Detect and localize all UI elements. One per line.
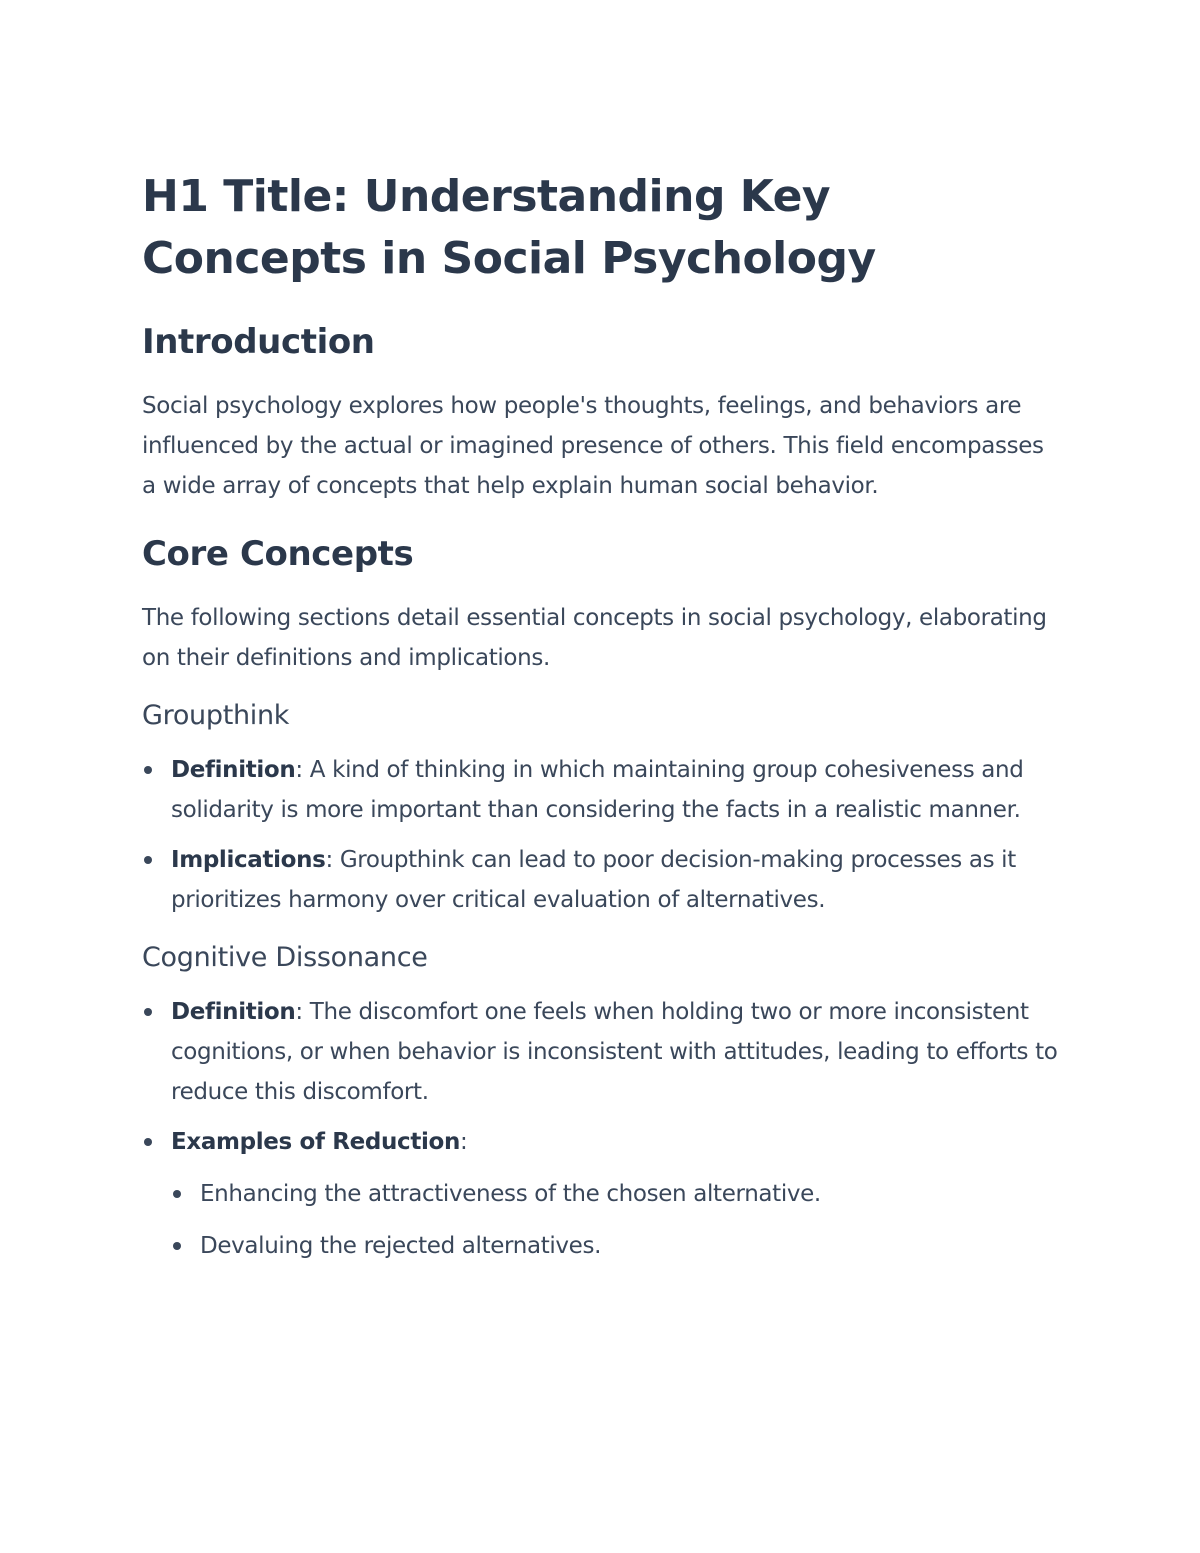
cognitive-dissonance-heading: Cognitive Dissonance: [142, 942, 428, 973]
item-text: Devaluing the rejected alternatives.: [200, 1233, 602, 1259]
core-concepts-paragraph: The following sections detail essential concepts in social psychology, elaborating on their definitions and implications.: [142, 605, 1047, 671]
bullet-icon: [173, 1190, 181, 1198]
groupthink-list: [142, 750, 1060, 920]
item-text: :: [459, 1129, 468, 1155]
cognitive-dissonance-list: [142, 992, 1060, 1266]
bullet-icon: [144, 766, 152, 774]
list-item: [171, 1226, 1060, 1266]
item-label: Definition: [171, 999, 296, 1025]
list-item: [142, 1122, 1060, 1266]
list-item: [171, 1174, 1060, 1214]
bullet-icon: [173, 1242, 181, 1250]
document-title: H1 Title: Understanding Key Concepts in Social Psychology: [142, 171, 876, 284]
item-label: Definition: [171, 757, 296, 783]
item-text: : Groupthink can lead to poor decision-making processes as it prioritizes harmony over critical evaluation of alternatives.: [171, 847, 1016, 913]
groupthink-heading: Groupthink: [142, 700, 290, 731]
core-concepts-heading: Core Concepts: [142, 534, 414, 574]
item-label: Implications: [171, 847, 326, 873]
introduction-heading: Introduction: [142, 322, 375, 362]
list-item: [142, 992, 1060, 1112]
item-text: : The discomfort one feels when holding two or more inconsistent cognitions, or when behavior is inconsistent with attitudes, leading to efforts to reduce this discomfort.: [171, 999, 1058, 1105]
list-item: [142, 840, 1060, 920]
reduction-examples-list: [171, 1174, 1060, 1266]
introduction-paragraph: Social psychology explores how people's thoughts, feelings, and behaviors are influenced by the actual or imagined presence of others. This field encompasses a wide array of concepts that help explain human social behavior.: [142, 393, 1044, 499]
bullet-icon: [144, 856, 152, 864]
bullet-icon: [144, 1138, 152, 1146]
item-label: Examples of Reduction: [171, 1129, 460, 1155]
bullet-icon: [144, 1008, 152, 1016]
item-text: : A kind of thinking in which maintaining group cohesiveness and solidarity is more important than considering the facts in a realistic manner.: [171, 757, 1024, 823]
list-item: [142, 750, 1060, 830]
item-text: Enhancing the attractiveness of the chosen alternative.: [200, 1181, 821, 1207]
